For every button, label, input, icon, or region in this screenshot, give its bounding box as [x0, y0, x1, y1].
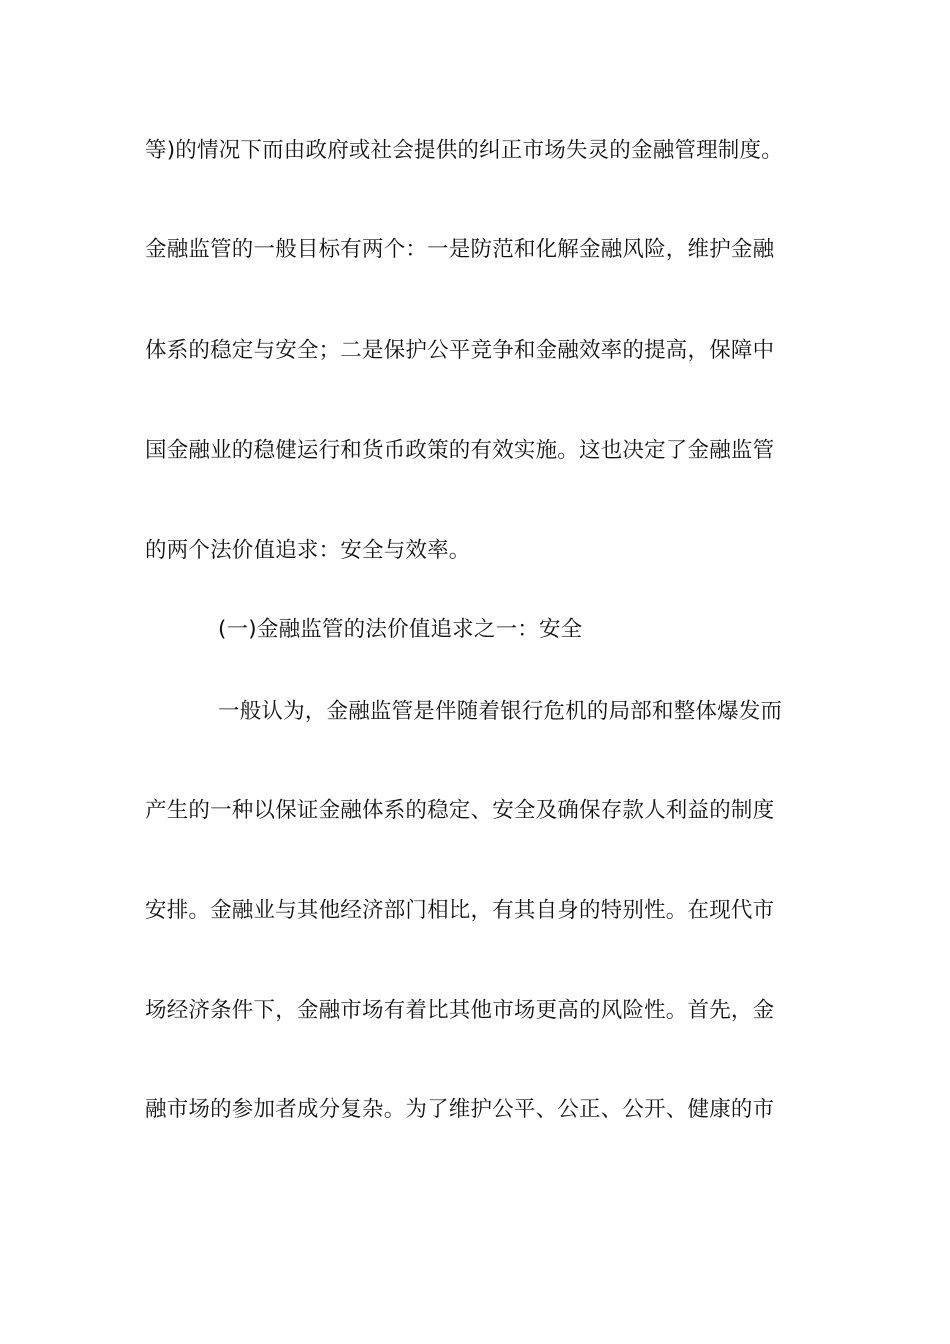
paragraph-line: 国金融业的稳健运行和货币政策的有效实施。这也决定了金融监管: [145, 438, 775, 463]
paragraph-line: 融市场的参加者成分复杂。为了维护公平、公正、公开、健康的市: [145, 1097, 775, 1122]
paragraph-line: 的两个法价值追求：安全与效率。: [145, 538, 471, 563]
paragraph-line: 等)的情况下而由政府或社会提供的纠正市场失灵的金融管理制度。: [145, 138, 783, 163]
paragraph-line: 产生的一种以保证金融体系的稳定、安全及确保存款人利益的制度: [145, 798, 775, 823]
section-heading: (一)金融监管的法价值追求之一：安全: [218, 617, 583, 642]
paragraph-line: 金融监管的一般目标有两个：一是防范和化解金融风险，维护金融: [145, 237, 775, 262]
paragraph-line: 场经济条件下，金融市场有着比其他市场更高的风险性。首先，金: [145, 998, 775, 1023]
paragraph-line: 安排。金融业与其他经济部门相比，有其自身的特别性。在现代市: [145, 898, 775, 923]
paragraph-line: 体系的稳定与安全；二是保护公平竞争和金融效率的提高，保障中: [145, 338, 775, 363]
paragraph-line: 一般认为，金融监管是伴随着银行危机的局部和整体爆发而: [218, 699, 783, 724]
